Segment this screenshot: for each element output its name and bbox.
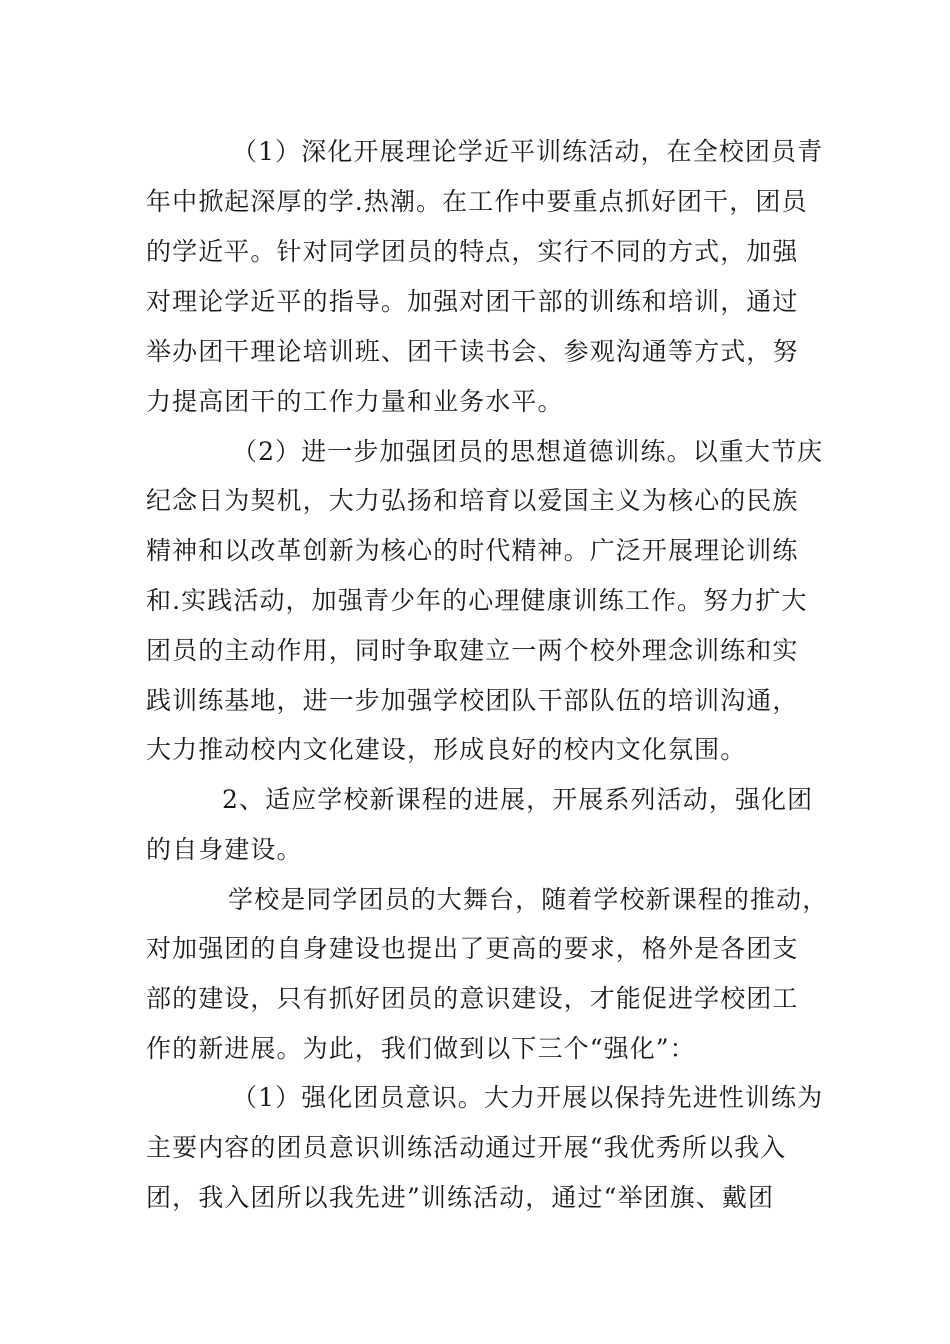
paragraph-3-line-3: 部的建设，只有抓好团员的意识建设，才能促进学校团工	[146, 984, 799, 1013]
paragraph-1-line-5: 举办团干理论培训班、团干读书会、参观沟通等方式，努	[146, 337, 799, 366]
paragraph-4-line-2: 主要内容的团员意识训练活动通过开展“我优秀所以我入	[146, 1133, 787, 1162]
paragraph-1-line-2: 年中掀起深厚的学.热潮。在工作中要重点抓好团干，团员	[146, 187, 808, 216]
paragraph-2-line-2: 纪念日为契机，大力弘扬和培育以爱国主义为核心的民族	[146, 486, 799, 515]
paragraph-1-line-6: 力提高团干的工作力量和业务水平。	[146, 387, 564, 416]
paragraph-1-line-1: （1）深化开展理论学近平训练活动，在全校团员青	[232, 137, 824, 166]
paragraph-4-line-3: 团，我入团所以我先进”训练活动，通过“举团旗、戴团	[146, 1183, 775, 1212]
paragraph-2-line-1: （2）进一步加强团员的思想道德训练。以重大节庆	[232, 437, 824, 466]
paragraph-2-line-4: 和.实践活动，加强青少年的心理健康训练工作。努力扩大	[146, 586, 808, 615]
paragraph-3-line-4: 作的新进展。为此，我们做到以下三个“强化”：	[146, 1034, 696, 1063]
paragraph-1-line-3: 的学近平。针对同学团员的特点，实行不同的方式，加强	[146, 237, 799, 266]
paragraph-2-line-3: 精神和以改革创新为核心的时代精神。广泛开展理论训练	[146, 536, 799, 565]
paragraph-3-line-1: 学校是同学团员的大舞台，随着学校新课程的推动，	[228, 885, 829, 914]
paragraph-2-line-7: 大力推动校内文化建设，形成良好的校内文化氛围。	[146, 735, 747, 764]
paragraph-2-line-5: 团员的主动作用，同时争取建立一两个校外理念训练和实	[146, 636, 799, 665]
paragraph-3-line-2: 对加强团的自身建设也提出了更高的要求，格外是各团支	[146, 934, 799, 963]
section-heading-line-1: 2、适应学校新课程的进展，开展系列活动，强化团	[222, 785, 814, 814]
paragraph-2-line-6: 践训练基地，进一步加强学校团队干部队伍的培训沟通，	[146, 686, 799, 715]
section-heading-line-2: 的自身建设。	[146, 835, 303, 864]
paragraph-4-line-1: （1）强化团员意识。大力开展以保持先进性训练为	[232, 1083, 824, 1112]
paragraph-1-line-4: 对理论学近平的指导。加强对团干部的训练和培训，通过	[146, 287, 799, 316]
